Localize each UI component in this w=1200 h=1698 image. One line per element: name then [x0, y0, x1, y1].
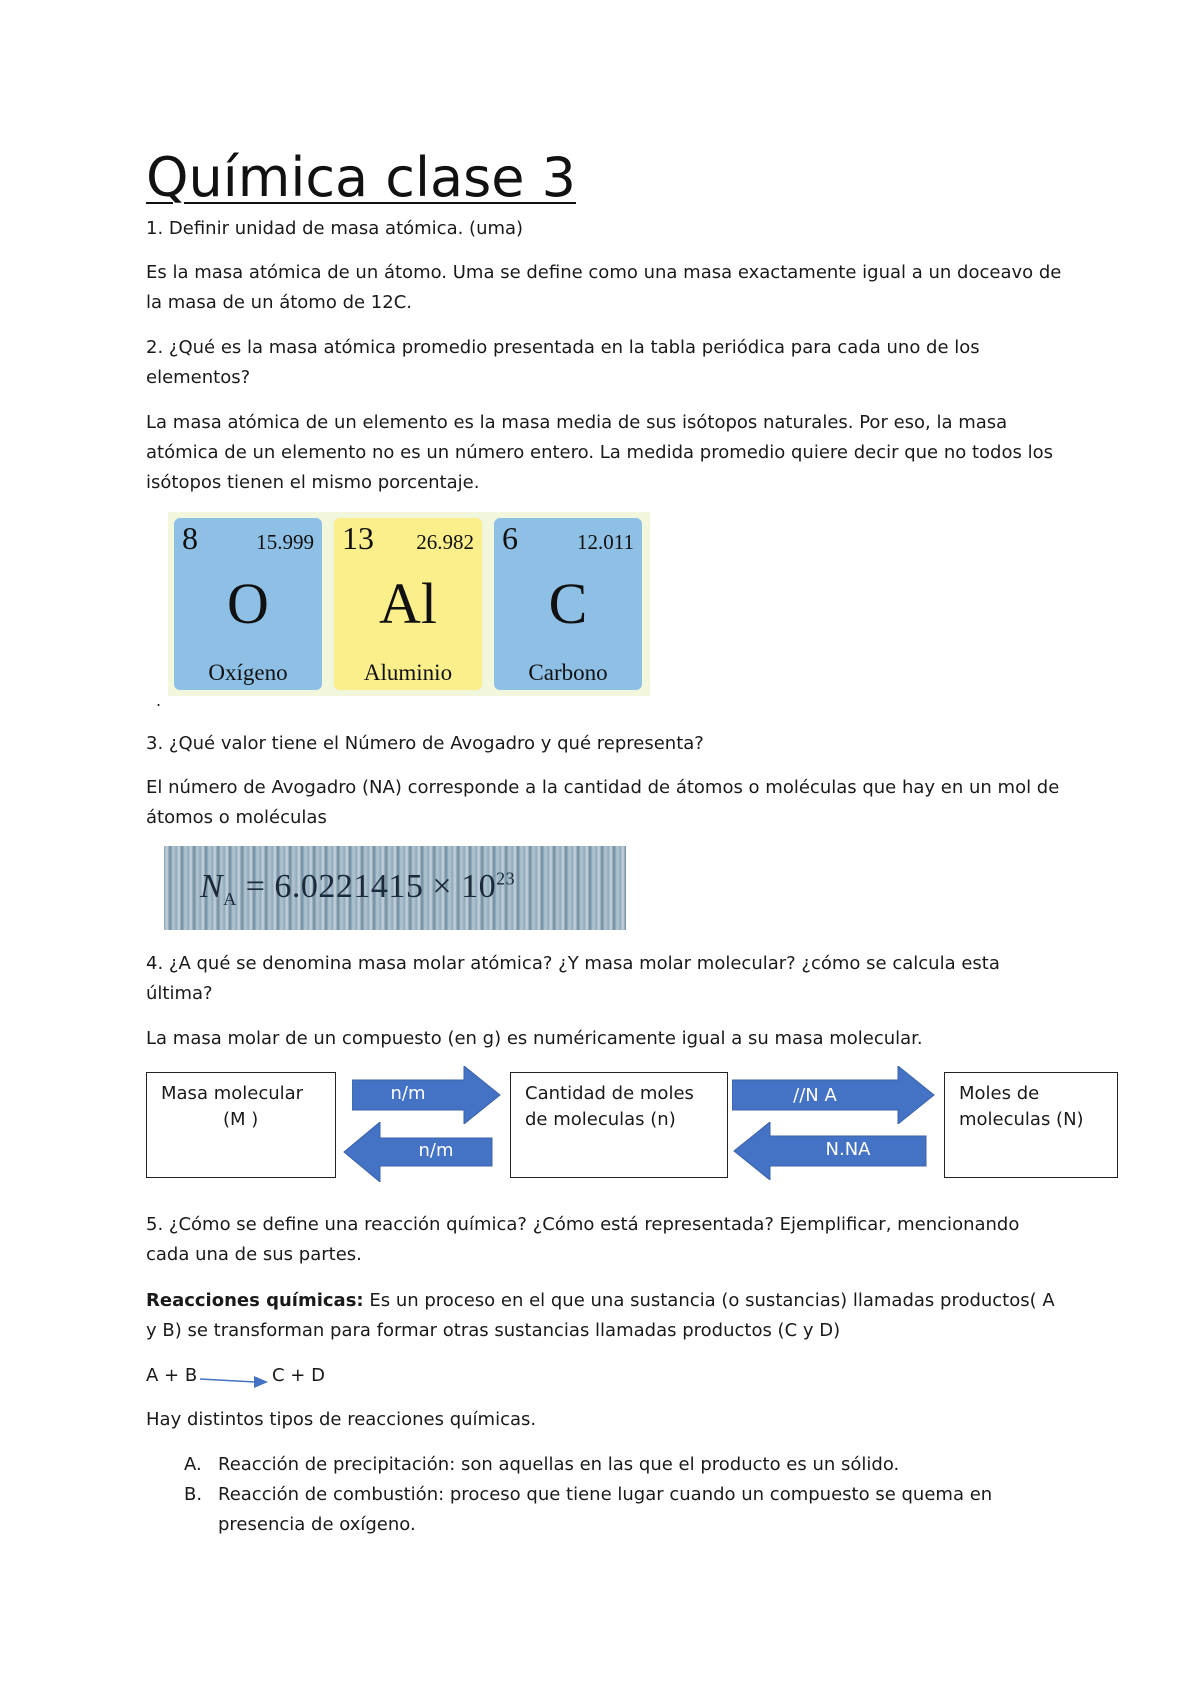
element-symbol: C [548, 571, 588, 636]
power-base: 10 [461, 868, 497, 905]
reaction-types-list [146, 1450, 1026, 1540]
arrow-label: n/m [418, 1140, 454, 1161]
reaction-arrow-icon [198, 1371, 270, 1389]
element-mass: 15.999 [256, 530, 314, 554]
list-marker: A. [184, 1454, 202, 1475]
box-molecule-moles [944, 1072, 1118, 1178]
answer-4: La masa molar de un compuesto (en g) es numéricamente igual a su masa molecular. [146, 1028, 923, 1049]
list-item-text: Reacción de combustión: proceso que tiene lugar cuando un compuesto se quema en presencia de oxígeno. [218, 1484, 993, 1535]
answer-5 [146, 1286, 1066, 1346]
question-5: 5. ¿Cómo se define una reacción química? ¿Cómo está representada? Ejemplificar, mencionando cada una de sus partes. [146, 1214, 1020, 1265]
element-number: 6 [502, 520, 518, 556]
element-mass: 12.011 [577, 530, 634, 554]
avogadro-equation [200, 868, 515, 910]
avogadro-subscript: A [223, 888, 237, 909]
element-symbol: O [227, 571, 269, 636]
avogadro-equation-image [164, 846, 626, 930]
element-tile-oxygen [174, 518, 322, 690]
element-number: 13 [342, 520, 374, 556]
element-name: Aluminio [363, 660, 453, 685]
avogadro-symbol: N [200, 868, 224, 905]
box-molecular-mass [146, 1072, 336, 1178]
element-tile-aluminium [334, 518, 482, 690]
list-item-text: Reacción de precipitación: son aquellas en las que el producto es un sólido. [218, 1454, 900, 1475]
list-marker: B. [184, 1484, 203, 1505]
answer-2: La masa atómica de un elemento es la masa media de sus isótopos naturales. Por eso, la masa atómica de un elemento no es un número entero. La medida promedio quiere decir que no todos los isótopos tienen el mismo porcentaje. [146, 412, 1053, 493]
answer-3: El número de Avogadro (NA) corresponde a la cantidad de átomos o moléculas que hay en un mol de átomos o moléculas [146, 777, 1060, 828]
answer-5-text: Es un proceso en el que una sustancia (o sustancias) llamadas productos( A y B) se transforman para formar otras sustancias llamadas productos (C y D) [146, 1290, 1055, 1341]
periodic-elements-image [168, 512, 650, 696]
box-moles-quantity [510, 1072, 728, 1178]
element-tile-carbon [494, 518, 642, 690]
box-molecular-mass-line1: Masa molecular [161, 1083, 304, 1104]
element-name: Oxígeno [208, 660, 288, 685]
avogadro-mantissa: 6.0221415 [274, 868, 424, 905]
question-2: 2. ¿Qué es la masa atómica promedio presentada en la tabla periódica para cada uno de los elementos? [146, 337, 980, 388]
box-molecule-moles-line1: Moles de [959, 1083, 1040, 1104]
arrow-label: n/m [390, 1083, 426, 1104]
page-title: Química clase 3 [146, 146, 576, 209]
products: C + D [272, 1365, 325, 1386]
element-number: 8 [182, 520, 198, 556]
reactants: A + B [146, 1365, 198, 1386]
box-molecular-mass-line2: (M ) [223, 1109, 259, 1130]
list-item [146, 1480, 1026, 1540]
answer-5-label: Reacciones químicas: [146, 1290, 364, 1311]
times-sign: × [432, 868, 453, 905]
question-3: 3. ¿Qué valor tiene el Número de Avogadro y qué representa? [146, 733, 704, 754]
element-name: Carbono [528, 660, 608, 685]
question-1: 1. Definir unidad de masa atómica. (uma) [146, 218, 524, 239]
reaction-equation [146, 1361, 446, 1391]
stray-bullet: . [156, 691, 162, 710]
box-moles-quantity-line1: Cantidad de moles [525, 1083, 694, 1104]
box-moles-quantity-line2: de moleculas (n) [525, 1109, 676, 1130]
reaction-types-intro: Hay distintos tipos de reacciones químicas. [146, 1409, 537, 1430]
arrow-label: //N A [793, 1085, 837, 1106]
element-symbol: Al [379, 571, 437, 636]
element-mass: 26.982 [416, 530, 474, 554]
answer-1: Es la masa atómica de un átomo. Uma se define como una masa exactamente igual a un doceavo de la masa de un átomo de 12C. [146, 262, 1062, 313]
question-4: 4. ¿A qué se denomina masa molar atómica? ¿Y masa molar molecular? ¿cómo se calcula esta última? [146, 953, 1000, 1004]
equals-sign: = [245, 868, 266, 905]
list-item [146, 1450, 1026, 1480]
arrow-label: N.NA [825, 1139, 871, 1160]
box-molecule-moles-line2: moleculas (N) [959, 1109, 1084, 1130]
power-exponent: 23 [496, 868, 516, 889]
